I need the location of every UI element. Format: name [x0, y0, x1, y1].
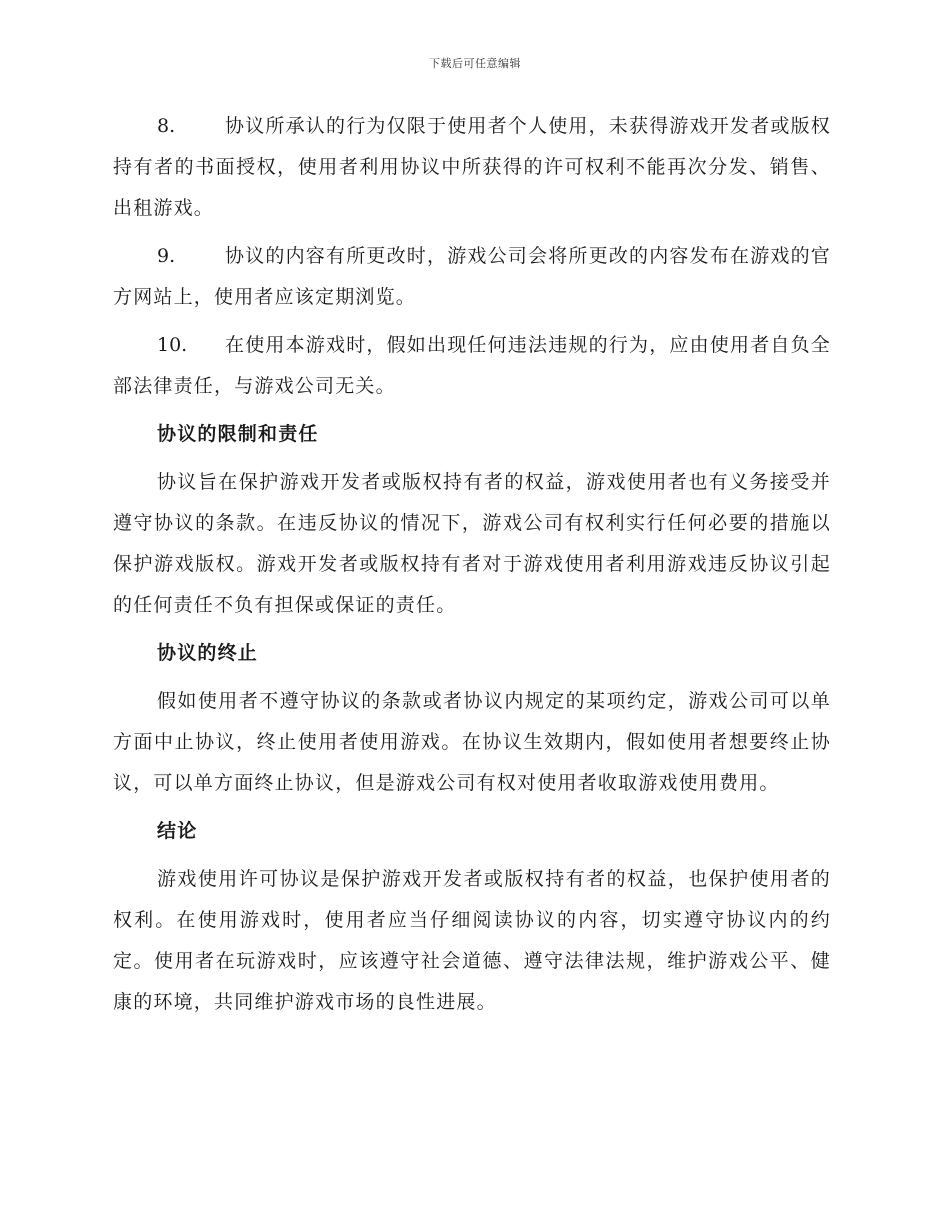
section-body-termination: 假如使用者不遵守协议的条款或者协议内规定的某项约定，游戏公司可以单方面中止协议，终止使用者使用游戏。在协议生效期内，假如使用者想要终止协议，可以单方面终止协议，但是游戏公司有权对使用者收取游戏使用费用。: [113, 690, 831, 794]
list-item: [113, 236, 831, 318]
item-text: 协议的内容有所更改时，游戏公司会将所更改的内容发布在游戏的官方网站上，使用者应该定期浏览。: [113, 245, 832, 308]
list-item: [113, 325, 831, 407]
section-heading-restrictions: 协议的限制和责任: [157, 423, 319, 445]
section-heading-termination: 协议的终止: [157, 642, 259, 664]
section-heading-conclusion: 结论: [157, 820, 198, 842]
section-body-conclusion: 游戏使用许可协议是保护游戏开发者或版权持有者的权益，也保护使用者的权利。在使用游戏时，使用者应当仔细阅读协议的内容，切实遵守协议内的约定。使用者在玩游戏时，应该遵守社会道德、遵守法律法规，维护游戏公平、健康的环境，共同维护游戏市场的良性进展。: [113, 868, 831, 1013]
list-item: [113, 106, 831, 229]
item-number: 9.: [157, 245, 176, 267]
page-header: 下载后可任意编辑: [429, 57, 521, 70]
document-body: [113, 106, 831, 1030]
item-number: 10.: [157, 334, 188, 356]
item-number: 8.: [157, 115, 176, 137]
item-text: 协议所承认的行为仅限于使用者个人使用，未获得游戏开发者或版权持有者的书面授权，使用者利用协议中所获得的许可权利不能再次分发、销售、出租游戏。: [113, 115, 832, 219]
item-text: 在使用本游戏时，假如出现任何违法违规的行为，应由使用者自负全部法律责任，与游戏公司无关。: [113, 334, 832, 397]
section-body-restrictions: 协议旨在保护游戏开发者或版权持有者的权益，游戏使用者也有义务接受并遵守协议的条款。在违反协议的情况下，游戏公司有权利实行任何必要的措施以保护游戏版权。游戏开发者或版权持有者对于游戏使用者利用游戏违反协议引起的任何责任不负有担保或保证的责任。: [113, 471, 831, 616]
